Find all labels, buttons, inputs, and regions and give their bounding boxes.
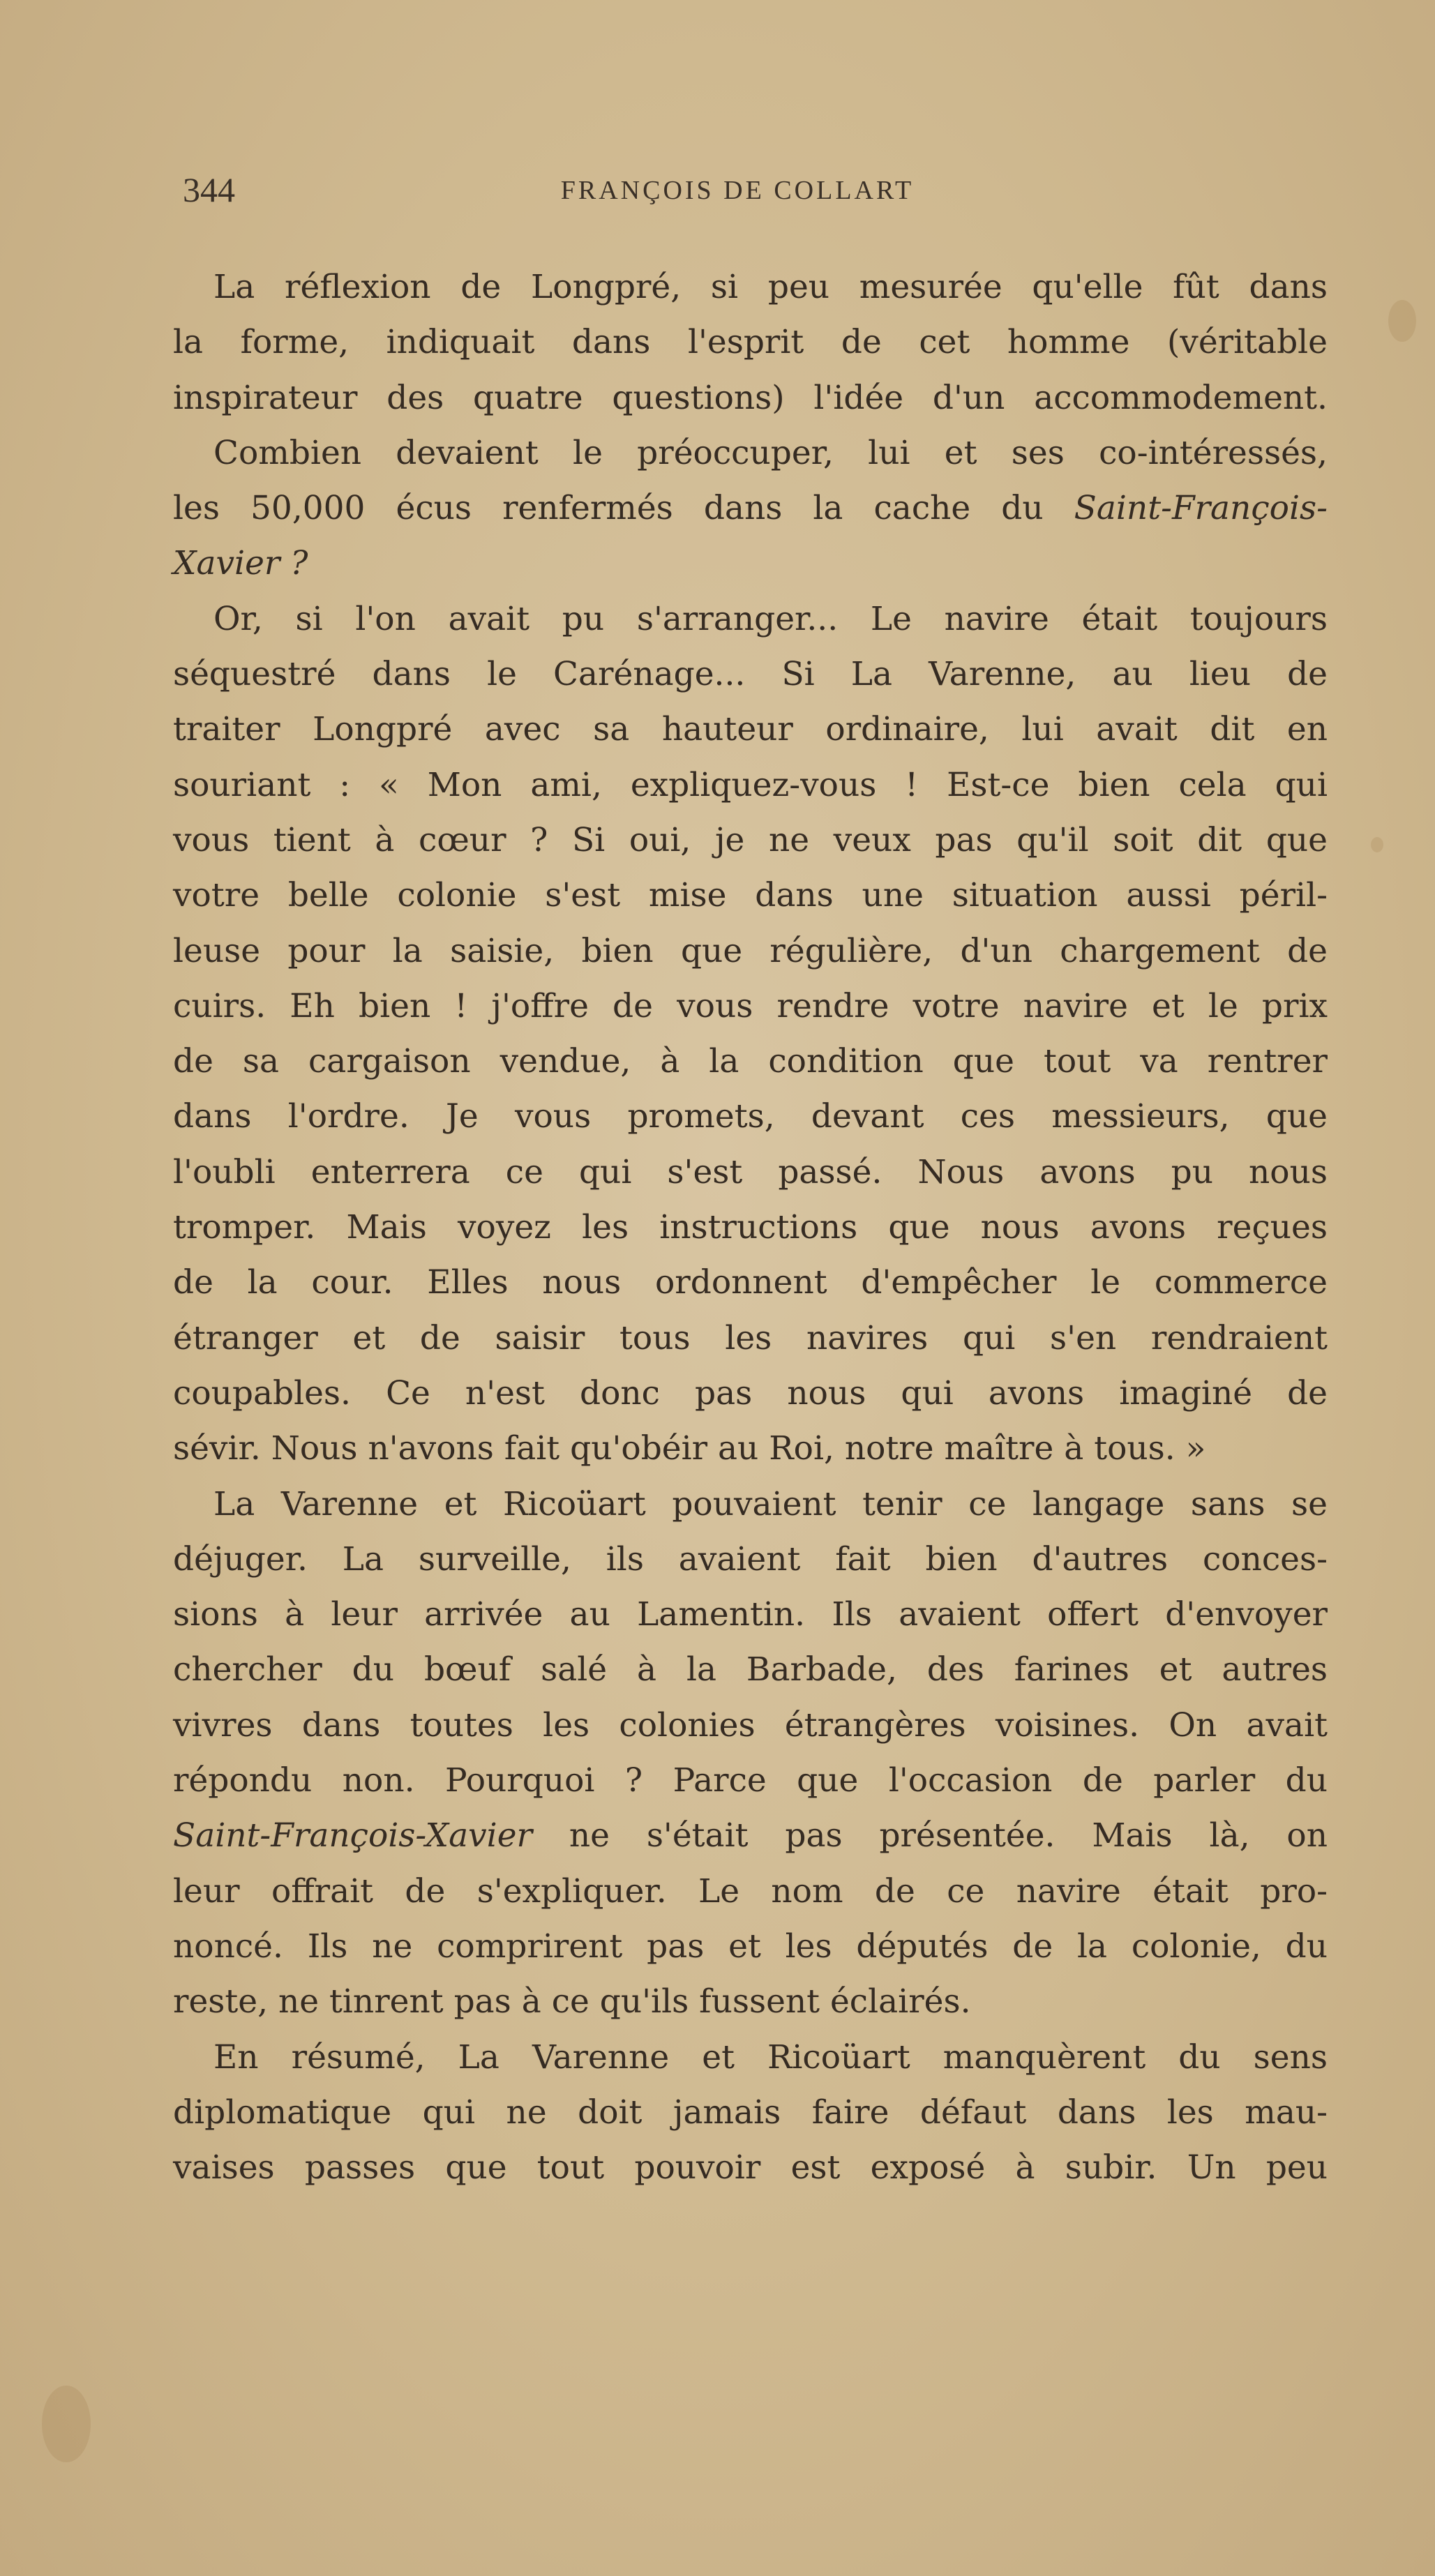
ship-name: Saint-François-Xavier [173, 1816, 532, 1855]
text-line: reste, ne tinrent pas à ce qu'ils fussent éclairés. [173, 1982, 971, 2021]
text-body [173, 259, 1328, 2195]
text-line: séquestré dans le Carénage... Si La Varenne, au lieu de [173, 655, 1328, 694]
text-line: la forme, indiquait dans l'esprit de cet homme (véritable [173, 323, 1328, 362]
text-line: souriant : « Mon ami, expliquez-vous ! Est-ce bien cela qui [173, 765, 1328, 804]
text-line: tromper. Mais voyez les instructions que nous avons reçues [173, 1208, 1328, 1247]
text-line [173, 481, 1328, 536]
text-line: de sa cargaison vendue, à la condition que tout va rentrer [173, 1042, 1328, 1081]
text-line: leur offrait de s'expliquer. Le nom de ce navire était pro- [173, 1871, 1328, 1911]
ship-name: Xavier ? [173, 544, 308, 583]
text-line: chercher du bœuf salé à la Barbade, des farines et autres [173, 1650, 1328, 1689]
text-line: traiter Longpré avec sa hauteur ordinaire, lui avait dit en [173, 710, 1328, 749]
text-segment: ne s'était pas présentée. Mais là, on [569, 1816, 1328, 1855]
text-line: répondu non. Pourquoi ? Parce que l'occasion de parler du [173, 1761, 1328, 1800]
text-line: vous tient à cœur ? Si oui, je ne veux pas qu'il soit dit que [173, 820, 1328, 859]
text-line: déjuger. La surveille, ils avaient fait bien d'autres conces- [173, 1539, 1328, 1579]
page-number: 344 [183, 170, 235, 209]
paper-stain [42, 2386, 91, 2462]
ship-name: Saint-François- [1074, 489, 1328, 528]
text-line: sévir. Nous n'avons fait qu'obéir au Roi, notre maître à tous. » [173, 1429, 1206, 1468]
text-line: de la cour. Elles nous ordonnent d'empêcher le commerce [173, 1263, 1328, 1302]
text-line: votre belle colonie s'est mise dans une situation aussi péril- [173, 876, 1328, 915]
text-line: Or, si l'on avait pu s'arranger... Le navire était toujours [213, 599, 1328, 638]
text-line: vaises passes que tout pouvoir est exposé à subir. Un peu [173, 2148, 1328, 2187]
paper-stain [1371, 837, 1383, 852]
text-line: inspirateur des quatre questions) l'idée d'un accommodement. [173, 378, 1328, 417]
text-line: La Varenne et Ricoüart pouvaient tenir ce langage sans se [213, 1484, 1328, 1523]
page-header [183, 170, 1292, 211]
text-line: l'oubli enterrera ce qui s'est passé. Nous avons pu nous [173, 1152, 1328, 1191]
text-line: En résumé, La Varenne et Ricoüart manquèrent du sens [213, 2038, 1328, 2077]
text-line: noncé. Ils ne comprirent pas et les députés de la colonie, du [173, 1927, 1328, 1966]
text-line: Combien devaient le préoccuper, lui et ses co-intéressés, [213, 433, 1328, 472]
text-line: étranger et de saisir tous les navires qui s'en rendraient [173, 1318, 1328, 1357]
running-title: FRANÇOIS DE COLLART [560, 176, 915, 205]
text-line: leuse pour la saisie, bien que régulière, d'un chargement de [173, 931, 1328, 970]
text-line [173, 536, 1328, 591]
text-line: cuirs. Eh bien ! j'offre de vous rendre votre navire et le prix [173, 986, 1328, 1025]
text-line: dans l'ordre. Je vous promets, devant ces messieurs, que [173, 1097, 1328, 1136]
text-line [173, 1808, 1328, 1863]
paper-stain [1388, 300, 1416, 342]
text-line: sions à leur arrivée au Lamentin. Ils avaient offert d'envoyer [173, 1595, 1328, 1634]
text-line: vivres dans toutes les colonies étrangères voisines. On avait [173, 1705, 1328, 1745]
text-segment: les 50,000 écus renfermés dans la cache du [173, 489, 1044, 528]
text-line: diplomatique qui ne doit jamais faire défaut dans les mau- [173, 2093, 1328, 2132]
text-line: La réflexion de Longpré, si peu mesurée qu'elle fût dans [213, 268, 1328, 306]
text-line: coupables. Ce n'est donc pas nous qui avons imaginé de [173, 1373, 1328, 1413]
